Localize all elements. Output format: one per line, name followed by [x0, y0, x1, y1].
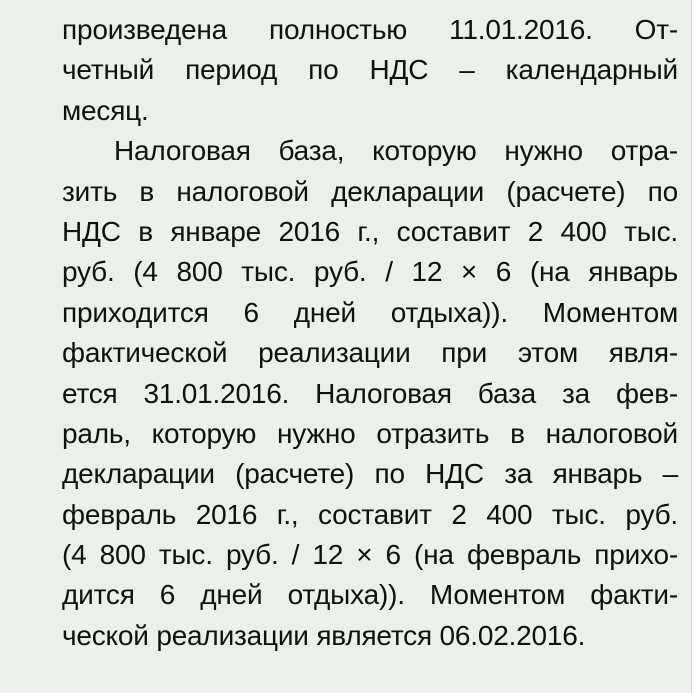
text-line: фактической реализации при этом явля- — [62, 337, 678, 369]
text-line: ется 31.01.2016. Налоговая база за фев- — [62, 377, 678, 409]
text-line: НДС в январе 2016 г., составит 2 400 тыс. — [62, 215, 678, 247]
text-line: произведена полностью 11.01.2016. От- — [62, 14, 678, 45]
text-line: декларации (расчете) по НДС за январь – — [62, 458, 678, 490]
text-line: месяц. — [62, 94, 149, 126]
text-line: февраль 2016 г., составит 2 400 тыс. руб. — [62, 498, 678, 530]
text-line: зить в налоговой декларации (расчете) по — [62, 175, 678, 207]
text-line: ческой реализации является 06.02.2016. — [62, 619, 586, 651]
text-line: четный период по НДС – календарный — [62, 54, 678, 86]
text-line: Налоговая база, которую нужно отра- — [114, 135, 678, 167]
page-edge — [691, 0, 700, 693]
text-line: раль, которую нужно отразить в налоговой — [62, 417, 678, 449]
text-line: приходится 6 дней отдыха)). Моментом — [62, 296, 678, 328]
text-line: (4 800 тыс. руб. / 12 × 6 (на февраль прихо- — [62, 539, 678, 571]
text-line: дится 6 дней отдыха)). Моментом факти- — [62, 579, 678, 611]
article-text — [62, 10, 678, 656]
text-line: руб. (4 800 тыс. руб. / 12 × 6 (на январь — [62, 256, 678, 288]
